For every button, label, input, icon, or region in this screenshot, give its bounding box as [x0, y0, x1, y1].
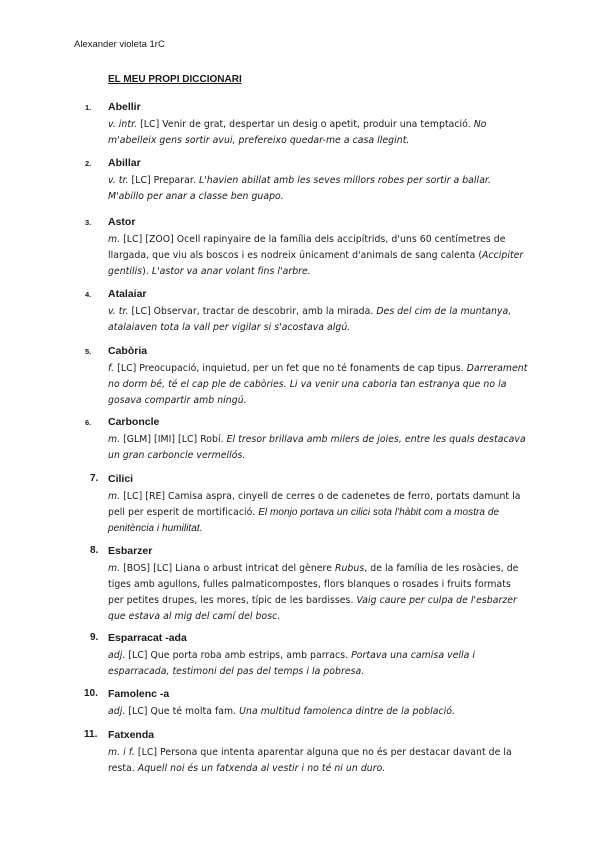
entry-number: 2. — [85, 159, 92, 168]
entry-word: Astor — [108, 216, 136, 228]
entry-grammar: m. — [108, 434, 121, 445]
entry-word: Abillar — [108, 157, 141, 169]
entry-example: Portava una camisa vella i esparracada, testimoni del pas del temps i la pobresa. — [108, 650, 476, 677]
entry-grammar: f. — [108, 363, 115, 374]
entry-meaning: [GLM] [IMI] [LC] Robí. — [120, 434, 227, 445]
entry-number: 8. — [90, 545, 99, 556]
entry-definition — [108, 745, 528, 777]
entry-example: Una multitud famolenca dintre de la població. — [239, 706, 456, 717]
entry-meaning-cont: , de la família de les rosàcies, de tiges amb agullons, fulles palmaticompostes, flors blanques o rosades i fruits formats per petites drupes, les mores, típic de les bardisses. — [108, 563, 519, 606]
entry-example: L'astor va anar volant fins l'arbre. — [151, 266, 311, 277]
entry-example: L'havien abillat amb les seves millors robes per sortir a ballar. M'abillo per anar a classe ben guapo. — [108, 175, 491, 202]
entry-meaning: [LC] Observar, tractar de descobrir, amb la mirada. — [128, 306, 377, 317]
entry-meaning: [BOS] [LC] Liana o arbust intricat del gènere — [120, 563, 335, 574]
entry-number: 6. — [85, 418, 92, 427]
entry-number: 3. — [85, 218, 92, 227]
entry-definition — [108, 648, 528, 680]
entry-definition — [108, 704, 528, 720]
entry-word: Fatxenda — [108, 729, 155, 741]
entry-word: Abellir — [108, 101, 141, 113]
entry-word: Famolenc -a — [108, 688, 170, 700]
entry-meaning: [LC] Venir de grat, despertar un desig o apetit, produir una temptació. — [137, 119, 474, 130]
entry-definition — [108, 117, 528, 149]
entry-grammar: m. — [108, 234, 121, 245]
entry-meaning: [LC] [ZOO] Ocell rapinyaire de la família dels accipítrids, d'uns 60 centímetres de llargada, que viu als boscos i es nodreix únicament d'animals de sang calenta ( — [108, 234, 506, 261]
entry-example: Aquell noi és un fatxenda al vestir i no té ni un duro. — [137, 763, 386, 774]
entry-latin-name: Accipiter gentilis — [108, 250, 524, 277]
entry-grammar: m. — [108, 563, 121, 574]
entry-definition — [108, 489, 528, 537]
entry-meaning: [LC] [RE] Camisa aspra, cinyell de cerres o de cadenetes de ferro, portats damunt la pell per esperit de mortificació. — [108, 491, 521, 518]
entry-number: 10. — [84, 688, 98, 699]
entry-latin-name: Rubus — [334, 563, 365, 574]
entry-definition — [108, 432, 528, 464]
entry-example: Vaig caure per culpa de l'esbarzer que estava al mig del camí del bosc. — [108, 595, 517, 622]
entry-grammar: adj. — [108, 706, 126, 717]
entry-meaning: [LC] Que porta roba amb estrips, amb parracs. — [125, 650, 352, 661]
page-title: EL MEU PROPI DICCIONARI — [108, 74, 242, 85]
entry-meaning: [LC] Preparar. — [128, 175, 199, 186]
entry-meaning: [LC] Preocupació, inquietud, per un fet que no té fonaments de cap tipus. — [114, 363, 467, 374]
entry-word: Cilici — [108, 473, 134, 485]
entry-grammar: v. tr. — [108, 306, 129, 317]
entry-grammar: m. i f. — [108, 747, 135, 758]
entry-word: Atalaiar — [108, 288, 147, 300]
entry-grammar: v. intr. — [108, 119, 138, 130]
entry-meaning-cont: ). — [142, 266, 152, 277]
entry-meaning: [LC] Persona que intenta aparentar alguna que no és per destacar davant de la resta. — [108, 747, 512, 774]
entry-grammar: v. tr. — [108, 175, 129, 186]
entry-example: No m'abelleix gens sortir avui, prefereixo quedar-me a casa llegint. — [108, 119, 487, 146]
entry-example: El tresor brillava amb milers de joies, entre les quals destacava un gran carboncle vermellós. — [108, 434, 526, 461]
entry-example: Darrerament no dorm bé, té el cap ple de cabòries. Li va venir una caboria tan estranya que no la gosava compartir amb ningú. — [108, 363, 528, 406]
entry-definition — [108, 361, 528, 409]
entry-word: Esbarzer — [108, 545, 153, 557]
entry-number: 9. — [90, 632, 99, 643]
entry-definition — [108, 561, 528, 625]
entry-number: 4. — [85, 290, 92, 299]
entry-number: 5. — [85, 347, 92, 356]
document-header: Alexander violeta 1rC — [74, 39, 165, 50]
entry-number: 11. — [84, 729, 98, 740]
entry-word: Carboncle — [108, 416, 160, 428]
entry-definition — [108, 304, 528, 336]
entry-word: Esparracat -ada — [108, 632, 187, 644]
entry-example: El monjo portava un cilici sota l'hàbit com a mostra de penitència i humilitat. — [108, 507, 500, 534]
entry-word: Cabòria — [108, 345, 148, 357]
entry-number: 1. — [85, 103, 92, 112]
entry-number: 7. — [90, 473, 99, 484]
entry-grammar: m. — [108, 491, 121, 502]
entry-definition — [108, 173, 528, 205]
entry-meaning: [LC] Que té molta fam. — [125, 706, 240, 717]
entry-definition — [108, 232, 528, 280]
entry-grammar: adj. — [108, 650, 126, 661]
entry-example: Des del cim de la muntanya, atalaiaven tota la vall per vigilar si s'acostava algú. — [108, 306, 512, 333]
